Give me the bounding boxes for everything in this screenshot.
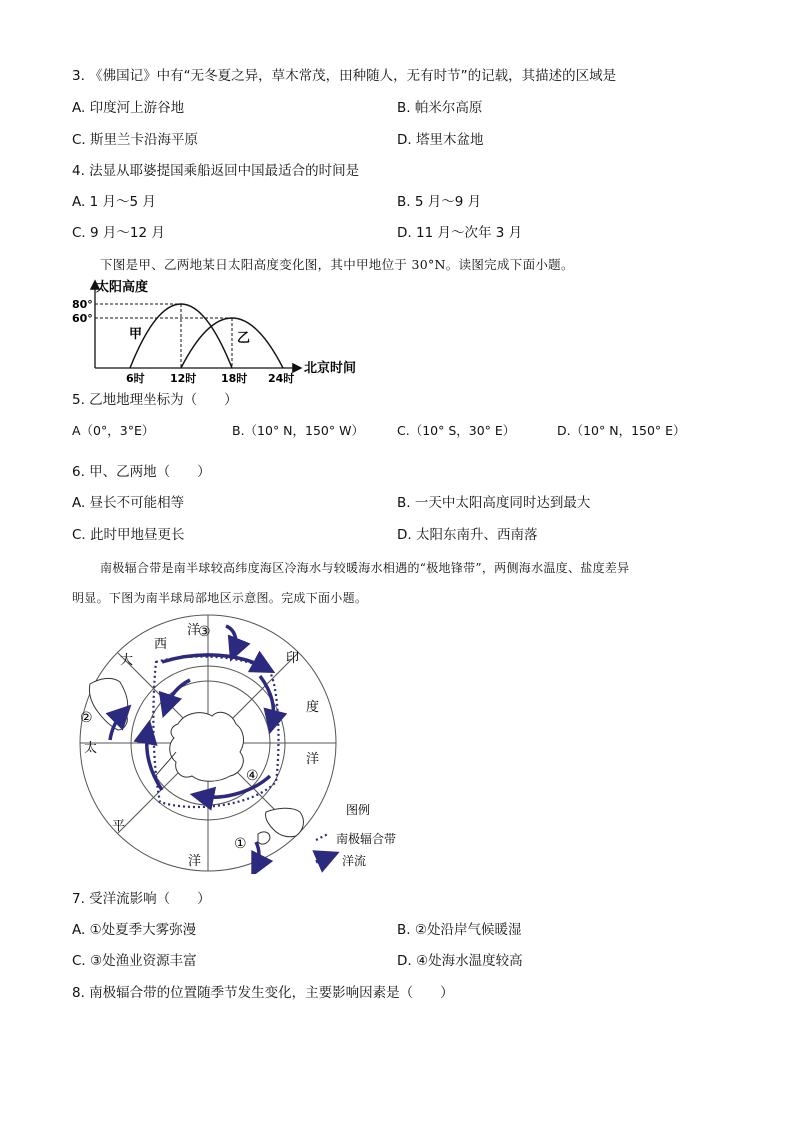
legend-current-symbol (316, 856, 330, 862)
question-6-option-d[interactable]: D. 太阳东南升、西南落 (397, 527, 538, 543)
point-label-4: ④ (246, 768, 259, 784)
question-3-stem: 3. 《佛国记》中有“无冬夏之异，草木常茂，田种随人，无有时节”的记载，其描述的区域是 (72, 68, 617, 84)
question-3-option-b[interactable]: B. 帕米尔高原 (397, 100, 483, 116)
point-label-2: ② (80, 710, 93, 726)
legend-current-label: 洋流 (342, 854, 367, 868)
question-5-option-c[interactable]: C.（10° S，30° E） (397, 423, 516, 438)
ocean-label-da: 大 (120, 653, 134, 668)
x-tick-24: 24时 (268, 372, 295, 385)
legend-convergence-symbol (316, 834, 328, 840)
question-6-option-b[interactable]: B. 一天中太阳高度同时达到最大 (397, 495, 591, 511)
legend-title: 图例 (346, 803, 371, 817)
question-8-stem: 8. 南极辐合带的位置随季节发生变化，主要影响因素是（ ） (72, 985, 454, 1001)
question-4-option-b[interactable]: B. 5 月～9 月 (397, 194, 482, 210)
question-6-stem: 6. 甲、乙两地（ ） (72, 464, 211, 480)
x-tick-6: 6时 (126, 372, 145, 385)
figure-2-intro-line-2: 明显。下图为南半球局部地区示意图。完成下面小题。 (72, 591, 368, 605)
ocean-label-tai: 太 (84, 741, 98, 756)
y-axis-label: 太阳高度 (96, 280, 149, 295)
ocean-label-yang-1: 洋 (187, 623, 201, 638)
figure-2-intro-line-1: 南极辐合带是南半球较高纬度海区冷海水与较暖海水相遇的“极地锋带”，两侧海水温度、盐度差异 (100, 561, 630, 575)
ocean-label-du: 度 (306, 700, 320, 715)
question-3-option-a[interactable]: A. 印度河上游谷地 (72, 100, 185, 116)
question-5-stem: 5. 乙地地理坐标为（ ） (72, 392, 238, 408)
question-7-option-c[interactable]: C. ③处渔业资源丰富 (72, 953, 197, 969)
question-7-option-d[interactable]: D. ④处海水温度较高 (397, 953, 523, 969)
point-label-1: ① (234, 836, 247, 852)
x-axis-label: 北京时间 (304, 361, 357, 376)
figure-1-intro: 下图是甲、乙两地某日太阳高度变化图，其中甲地位于 30°N。读图完成下面小题。 (100, 257, 574, 272)
curve-label-jia: 甲 (129, 327, 143, 342)
question-4-option-d[interactable]: D. 11 月～次年 3 月 (397, 225, 523, 241)
curve-label-yi: 乙 (237, 331, 251, 346)
ocean-label-yang-3: 洋 (188, 854, 202, 869)
y-tick-60: 60° (72, 312, 93, 325)
x-tick-18: 18时 (221, 372, 248, 385)
question-4-stem: 4. 法显从耶婆提国乘船返回中国最适合的时间是 (72, 163, 360, 179)
antarctic-peninsula (154, 752, 176, 778)
question-7-option-b[interactable]: B. ②处沿岸气候暖湿 (397, 922, 522, 938)
point-label-3: ③ (198, 624, 211, 640)
question-7-stem: 7. 受洋流影响（ ） (72, 891, 211, 907)
australia-land (258, 832, 270, 844)
ocean-label-ping: 平 (112, 819, 126, 834)
south-america-land (89, 678, 127, 730)
question-3-option-c[interactable]: C. 斯里兰卡沿海平原 (72, 132, 199, 148)
legend-convergence-label: 南极辐合带 (336, 832, 397, 846)
y-tick-80: 80° (72, 298, 93, 311)
question-5-option-b[interactable]: B.（10° N，150° W） (232, 423, 364, 438)
ocean-label-yin: 印 (286, 651, 300, 666)
ocean-label-yang-2: 洋 (306, 752, 320, 767)
question-3-option-d[interactable]: D. 塔里木盆地 (397, 132, 484, 148)
question-5-option-a[interactable]: A（0°，3°E） (72, 423, 155, 438)
ocean-label-xi: 西 (154, 637, 168, 652)
question-5-option-d[interactable]: D.（10° N，150° E） (557, 423, 686, 438)
question-4-option-a[interactable]: A. 1 月～5 月 (72, 194, 156, 210)
question-4-option-c[interactable]: C. 9 月～12 月 (72, 225, 165, 241)
sun-altitude-figure (68, 276, 368, 386)
antarctic-map-figure (70, 612, 420, 874)
question-6-option-a[interactable]: A. 昼长不可能相等 (72, 495, 185, 511)
africa-land (265, 808, 303, 837)
x-tick-12: 12时 (170, 372, 197, 385)
question-6-option-c[interactable]: C. 此时甲地昼更长 (72, 527, 185, 543)
question-7-option-a[interactable]: A. ①处夏季大雾弥漫 (72, 922, 197, 938)
antarctica-land (170, 712, 244, 781)
